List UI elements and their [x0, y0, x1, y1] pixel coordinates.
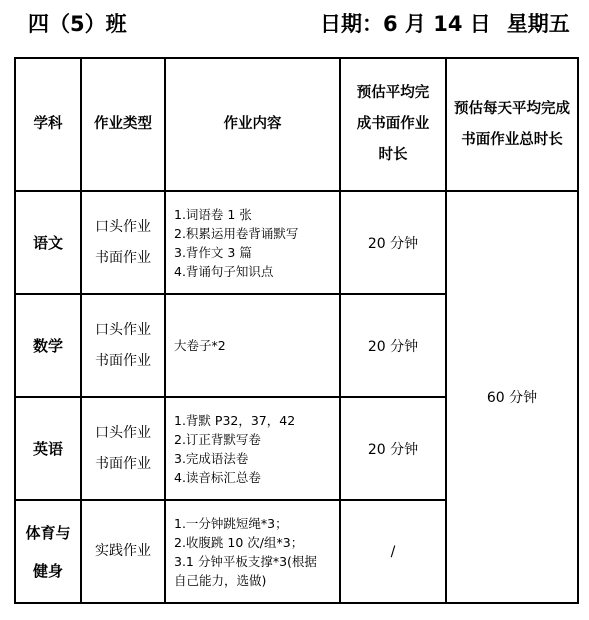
- header-avg-time-line: 预估平均完: [356, 85, 430, 101]
- type-label: 书面作业: [95, 352, 151, 369]
- type-label: 口头作业: [95, 218, 151, 235]
- content-line: 2.订正背默写卷: [174, 431, 261, 447]
- subject-cell: [15, 191, 81, 294]
- subject-cell: [15, 500, 81, 603]
- subject-label: 语文: [32, 233, 63, 252]
- subject-label: 健身: [32, 561, 63, 580]
- header-subject: 学科: [15, 58, 81, 191]
- header-avg-time-line: 成书面作业: [356, 116, 430, 132]
- type-label: 口头作业: [95, 321, 151, 338]
- type-cell: [81, 294, 165, 397]
- header-total-time-line: 书面作业总时长: [461, 131, 563, 148]
- header-content: 作业内容: [165, 58, 340, 191]
- content-cell: [165, 500, 340, 603]
- header-total-time: [446, 58, 578, 191]
- type-label: 实践作业: [95, 543, 151, 559]
- content-line: 4.背诵句子知识点: [174, 263, 274, 279]
- content-line: 2.收腹跳 10 次/组*3；: [174, 534, 304, 550]
- content-cell: [165, 191, 340, 294]
- type-cell: [81, 500, 165, 603]
- subject-label: 数学: [32, 336, 63, 355]
- type-cell: [81, 191, 165, 294]
- table-header-row: [15, 58, 578, 191]
- content-line: 3.完成语法卷: [174, 450, 249, 466]
- content-line: 1.背默 P32，37，42: [174, 412, 296, 428]
- type-label: 书面作业: [95, 455, 151, 472]
- subject-label: 体育与: [25, 523, 71, 542]
- type-label: 书面作业: [95, 249, 151, 266]
- content-line: 4.读音标汇总卷: [174, 469, 261, 485]
- type-label: 口头作业: [95, 424, 151, 441]
- weekday-label: 星期五: [506, 12, 570, 36]
- content-cell: [165, 294, 340, 397]
- content-line: 2.积累运用卷背诵默写: [174, 225, 299, 241]
- subject-cell: [15, 397, 81, 500]
- date-label: 日期：6 月 14 日: [320, 12, 491, 36]
- time-cell: 20 分钟: [340, 397, 446, 500]
- homework-table: [14, 57, 579, 604]
- content-line: 大卷子*2: [174, 338, 226, 353]
- time-cell: 20 分钟: [340, 191, 446, 294]
- header-type: 作业类型: [81, 58, 165, 191]
- table-row: [15, 191, 578, 294]
- content-line: 3.1 分钟平板支撑*3(根据: [174, 553, 317, 569]
- subject-label: 英语: [32, 439, 63, 458]
- date-header: [320, 8, 570, 38]
- time-cell: 20 分钟: [340, 294, 446, 397]
- type-cell: [81, 397, 165, 500]
- content-line: 自己能力，选做): [174, 572, 267, 588]
- content-line: 1.词语卷 1 张: [174, 206, 252, 222]
- header-avg-time-line: 时长: [378, 147, 408, 163]
- content-cell: [165, 397, 340, 500]
- content-line: 1.一分钟跳短绳*3；: [174, 515, 288, 531]
- time-cell: /: [340, 500, 446, 603]
- class-title: 四（5）班: [28, 12, 127, 36]
- total-time-cell: 60 分钟: [446, 191, 578, 603]
- content-line: 3.背作文 3 篇: [174, 244, 252, 260]
- subject-cell: [15, 294, 81, 397]
- header-total-time-line: 预估每天平均完成: [454, 100, 570, 117]
- header-avg-time: [340, 58, 446, 191]
